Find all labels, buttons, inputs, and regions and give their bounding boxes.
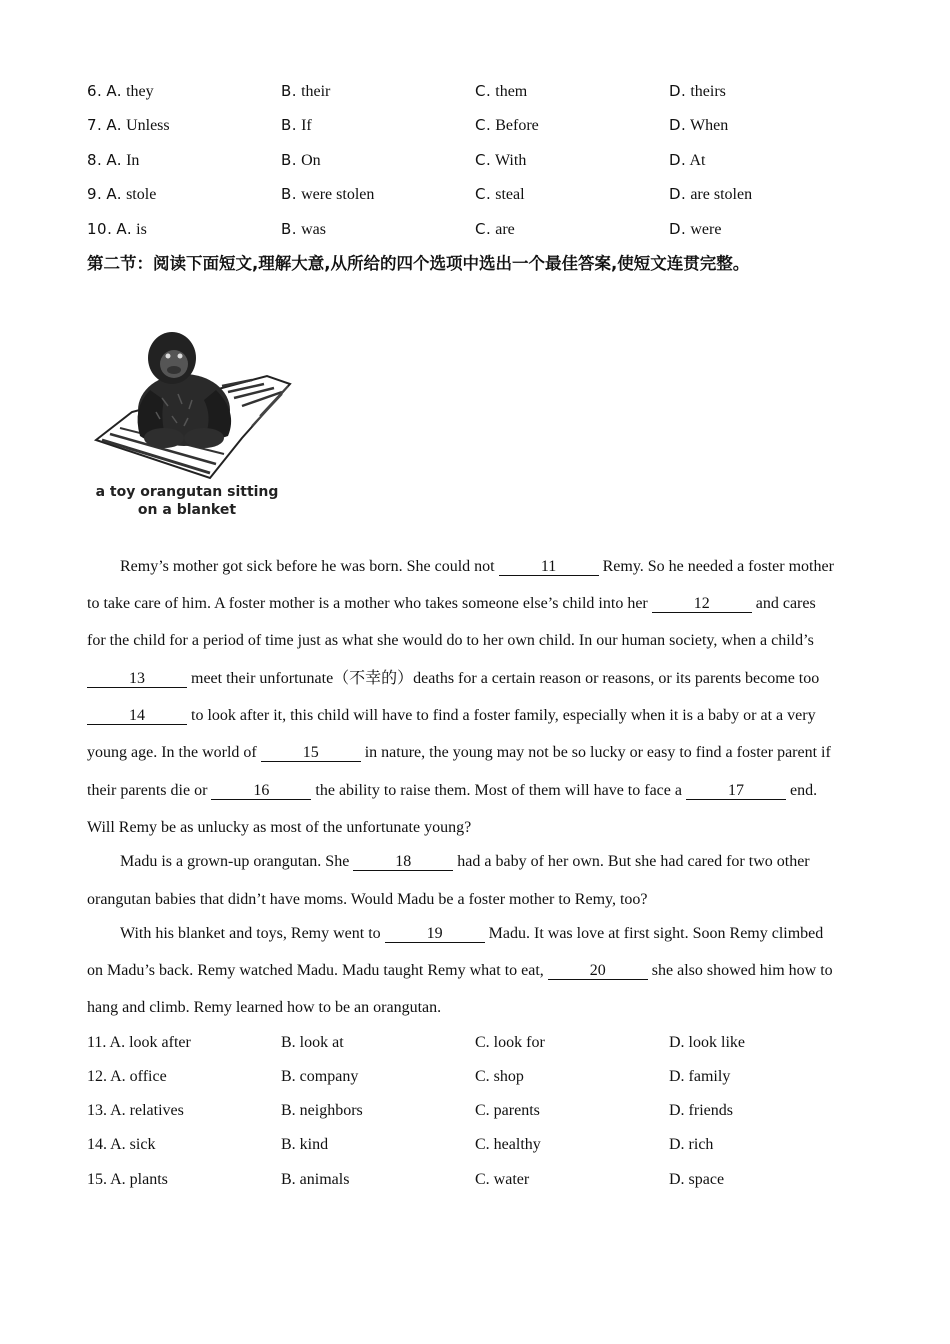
passage-text: on Madu’s back. Remy watched Madu. Madu taught Remy what to eat, (87, 962, 548, 979)
question-7-options (87, 112, 877, 138)
option-d: D. friends (669, 1102, 733, 1119)
option-letter: B. (281, 116, 298, 134)
option-c: C. look for (475, 1034, 545, 1051)
question-number: 7. (87, 116, 103, 134)
passage-text: in nature, the young may not be so lucky or easy to find a foster parent if (360, 744, 831, 761)
option-b (281, 147, 321, 174)
blank-11: 11 (499, 558, 599, 576)
option-a (87, 181, 156, 208)
option-b: B. company (281, 1068, 359, 1085)
option-letter: D. (669, 151, 687, 169)
question-number: 10. (87, 220, 113, 238)
passage-text: Madu. It was love at first sight. Soon Remy climbed (484, 925, 824, 942)
figure-caption-line-1: a toy orangutan sitting (95, 484, 279, 500)
option-d (669, 181, 752, 208)
question-9-options (87, 181, 877, 207)
passage-text: she also showed him how to (647, 962, 833, 979)
option-d: D. family (669, 1068, 731, 1085)
question-number: 6. (87, 82, 103, 100)
option-c (475, 78, 527, 105)
blank-14: 14 (87, 707, 187, 725)
option-a: 14. A. sick (87, 1136, 156, 1153)
passage-text: and cares (751, 595, 816, 612)
option-text: stole (126, 186, 157, 203)
option-letter: A. (106, 82, 123, 100)
option-text: Before (495, 117, 539, 134)
passage-text: the ability to raise them. Most of them will have to face a (311, 782, 686, 799)
passage-line (87, 742, 867, 764)
option-a: 12. A. office (87, 1068, 167, 1085)
passage-line (120, 851, 900, 873)
option-b: B. kind (281, 1136, 329, 1153)
option-letter: C. (475, 82, 492, 100)
option-letter: B. (281, 82, 298, 100)
question-13-options (87, 1098, 877, 1124)
option-text: theirs (690, 83, 726, 100)
blank-16: 16 (211, 782, 311, 800)
option-text: On (301, 152, 321, 169)
passage-text: meet their unfortunate（不幸的）deaths for a certain reason or reasons, or its parents become too (187, 670, 820, 687)
option-a: 11. A. look after (87, 1034, 191, 1051)
option-letter: D. (669, 185, 687, 203)
passage-line: orangutan babies that didn’t have moms. Would Madu be a foster mother to Remy, too? (87, 891, 648, 908)
orangutan-illustration (92, 328, 292, 483)
passage-text: young age. In the world of (87, 744, 261, 761)
option-d: D. look like (669, 1034, 745, 1051)
option-text: are (495, 221, 515, 238)
passage-line (87, 668, 867, 690)
passage-text: to look after it, this child will have to find a foster family, especially when it is a baby or at a very (187, 707, 816, 724)
orangutan-figure (92, 328, 292, 523)
option-d: D. space (669, 1171, 725, 1188)
option-b (281, 216, 326, 243)
option-letter: A. (116, 220, 133, 238)
question-10-options (87, 216, 877, 242)
passage-text: Madu is a grown-up orangutan. She (120, 853, 354, 870)
passage-text: had a baby of her own. But she had cared for two other (453, 853, 810, 870)
option-b (281, 181, 374, 208)
option-d (669, 216, 721, 243)
option-text: With (494, 152, 527, 169)
passage-line (87, 593, 867, 615)
option-text: Unless (126, 117, 170, 134)
question-number: 8. (87, 151, 103, 169)
question-15-options (87, 1167, 877, 1193)
option-b: B. animals (281, 1171, 350, 1188)
question-11-options (87, 1030, 877, 1056)
passage-line (87, 705, 867, 727)
option-letter: A. (106, 151, 123, 169)
option-text: are stolen (690, 186, 753, 203)
option-d (669, 112, 728, 139)
question-12-options (87, 1064, 877, 1090)
blank-12: 12 (652, 595, 752, 613)
passage-text: end. (785, 782, 818, 799)
section-title: 第二节：阅读下面短文,理解大意,从所给的四个选项中选出一个最佳答案,使短文连贯完整。 (87, 254, 750, 273)
passage-text: their parents die or (87, 782, 212, 799)
option-b: B. look at (281, 1034, 344, 1051)
figure-caption-line-2: on a blanket (137, 502, 237, 518)
question-14-options (87, 1132, 877, 1158)
option-a: 13. A. relatives (87, 1102, 184, 1119)
option-letter: D. (669, 116, 687, 134)
option-d (669, 78, 726, 105)
option-letter: C. (475, 185, 492, 203)
option-letter: C. (475, 220, 492, 238)
option-a: 15. A. plants (87, 1171, 168, 1188)
option-c (475, 216, 515, 243)
option-letter: B. (281, 220, 298, 238)
option-text: were (690, 221, 722, 238)
passage-line (87, 960, 867, 982)
passage-line (120, 923, 900, 945)
passage-text: With his blanket and toys, Remy went to (120, 925, 385, 942)
option-d: D. rich (669, 1136, 714, 1153)
option-text: were stolen (301, 186, 375, 203)
option-letter: D. (669, 82, 687, 100)
question-6-options (87, 78, 877, 104)
passage-text: Remy. So he needed a foster mother (598, 558, 834, 575)
option-letter: C. (475, 116, 492, 134)
passage-line (87, 780, 867, 802)
question-number: 9. (87, 185, 103, 203)
option-c: C. shop (475, 1068, 524, 1085)
passage-line: Will Remy be as unlucky as most of the unfortunate young? (87, 819, 472, 836)
option-letter: B. (281, 185, 298, 203)
option-a (87, 147, 139, 174)
option-c (475, 181, 525, 208)
option-c (475, 112, 539, 139)
option-c: C. water (475, 1171, 530, 1188)
blank-19: 19 (385, 925, 485, 943)
option-letter: B. (281, 151, 298, 169)
passage-text: to take care of him. A foster mother is a mother who takes someone else’s child into her (87, 595, 652, 612)
blank-17: 17 (686, 782, 786, 800)
option-letter: A. (106, 185, 123, 203)
option-text: their (301, 83, 331, 100)
option-c (475, 147, 526, 174)
option-text: When (690, 117, 729, 134)
option-d (669, 147, 705, 174)
option-text: In (126, 152, 140, 169)
option-text: them (495, 83, 528, 100)
blank-18: 18 (353, 853, 453, 871)
option-text: is (136, 221, 147, 238)
option-b: B. neighbors (281, 1102, 363, 1119)
option-a (87, 112, 170, 139)
option-a (87, 216, 147, 243)
option-letter: C. (475, 151, 492, 169)
option-text: they (126, 83, 154, 100)
option-c: C. healthy (475, 1136, 541, 1153)
blank-15: 15 (261, 744, 361, 762)
option-text: At (689, 152, 706, 169)
question-8-options (87, 147, 877, 173)
option-text: was (301, 221, 326, 238)
passage-line: hang and climb. Remy learned how to be an orangutan. (87, 999, 442, 1016)
option-text: If (301, 117, 312, 134)
option-c: C. parents (475, 1102, 540, 1119)
option-letter: D. (669, 220, 687, 238)
option-a (87, 78, 154, 105)
blank-13: 13 (87, 670, 187, 688)
option-text: steal (495, 186, 525, 203)
option-b (281, 112, 312, 139)
passage-line (120, 556, 900, 578)
option-letter: A. (106, 116, 123, 134)
option-b (281, 78, 330, 105)
blank-20: 20 (548, 962, 648, 980)
passage-line: for the child for a period of time just as what she would do to her own child. In our human society, when a child’s (87, 632, 814, 649)
passage-text: Remy’s mother got sick before he was born. She could not (120, 558, 499, 575)
